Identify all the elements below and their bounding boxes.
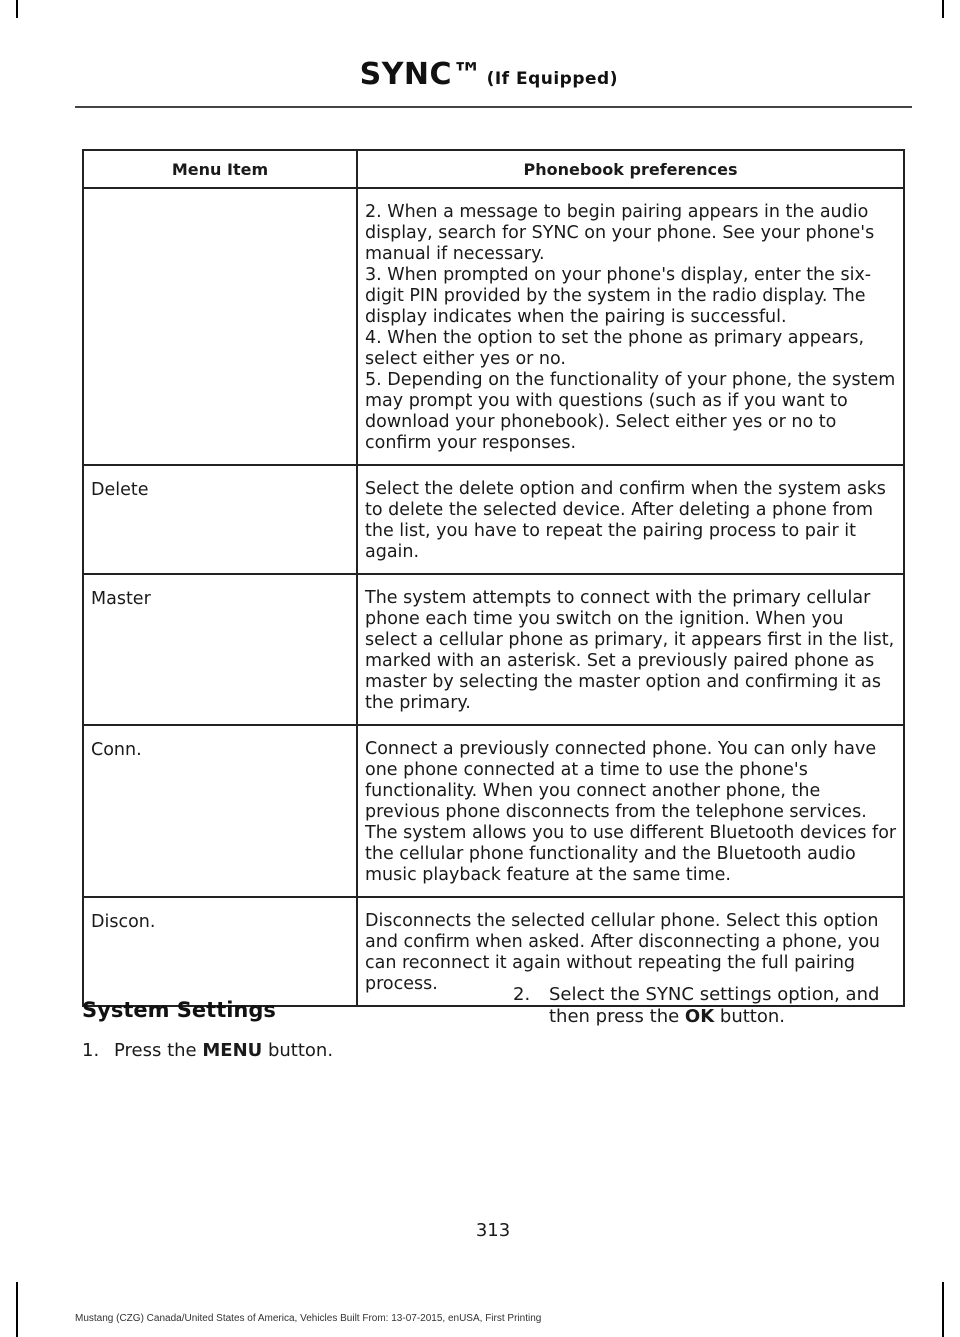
header-title: SYNC™ — [359, 57, 483, 92]
crop-mark-top-right — [942, 0, 944, 18]
description-cell: Disconnects the selected cellular phone. Select this option and confirm when asked. After disconnecting a phone, you can reconnect it again without repeating the full pairing process. — [357, 897, 904, 1006]
step-text: Select the SYNC settings option, and then press the — [549, 984, 880, 1027]
pairing-step-2: 2. When a message to begin pairing appears in the audio display, search for SYNC on your phone. See your phone's manual if necessary. — [365, 202, 875, 264]
crop-mark-bottom-left — [16, 1282, 18, 1337]
page-number: 313 — [475, 1220, 511, 1241]
column-header-preferences: Phonebook preferences — [357, 150, 904, 188]
step-text: button. — [714, 1006, 785, 1027]
step-button-name: OK — [684, 1006, 715, 1027]
column-header-menu-item: Menu Item — [83, 150, 357, 188]
description-cell — [357, 188, 904, 465]
menu-item-cell: Conn. — [83, 725, 357, 897]
section-title: System Settings — [82, 998, 276, 1022]
pairing-step-4: 4. When the option to set the phone as primary appears, select either yes or no. — [365, 328, 865, 369]
step-1 — [82, 1040, 333, 1062]
menu-item-cell: Delete — [83, 465, 357, 574]
page-header — [360, 57, 618, 92]
crop-mark-bottom-right — [942, 1282, 944, 1337]
menu-item-cell: Discon. — [83, 897, 357, 1006]
phonebook-preferences-table — [82, 149, 905, 1007]
table-row — [83, 465, 904, 574]
step-text: Press the — [114, 1040, 203, 1061]
description-cell: Connect a previously connected phone. You can only have one phone connected at a time to use the phone's functionality. When you connect another phone, the previous phone disconnects from the telephone services. The system allows you to use different Bluetooth devices for the cellular phone functionality and the Bluetooth audio music playback feature at the same time. — [357, 725, 904, 897]
step-text: button. — [262, 1040, 334, 1061]
step-number: 1. — [82, 1040, 100, 1061]
description-cell: The system attempts to connect with the primary cellular phone each time you switch on the ignition. When you select a cellular phone as primary, it appears first in the list, marked with an asterisk. Set a previously paired phone as master by selecting the master option and confirming it as the primary. — [357, 574, 904, 725]
step-button-name: MENU — [202, 1040, 263, 1061]
pairing-step-5: 5. Depending on the functionality of your phone, the system may prompt you with questions (such as if you want to download your phonebook). Select either yes or no to confirm your responses. — [365, 370, 896, 453]
pairing-step-3: 3. When prompted on your phone's display, enter the six-digit PIN provided by the system in the radio display. The display indicates when the pairing is successful. — [365, 265, 872, 327]
menu-item-cell — [83, 188, 357, 465]
description-cell: Select the delete option and confirm when the system asks to delete the selected device. After deleting a phone from the list, you have to repeat the pairing process to pair it again. — [357, 465, 904, 574]
table-row — [83, 574, 904, 725]
crop-mark-top-left — [16, 0, 18, 18]
step-number: 2. — [513, 984, 531, 1005]
step-2 — [513, 984, 913, 1028]
footer-text: Mustang (CZG) Canada/United States of America, Vehicles Built From: 13-07-2015, enUSA, First Printing — [75, 1313, 542, 1324]
header-subtitle: (If Equipped) — [486, 69, 618, 89]
table-row — [83, 725, 904, 897]
header-divider — [75, 106, 912, 108]
table-header-row — [83, 150, 904, 188]
table-row — [83, 188, 904, 465]
menu-item-cell: Master — [83, 574, 357, 725]
